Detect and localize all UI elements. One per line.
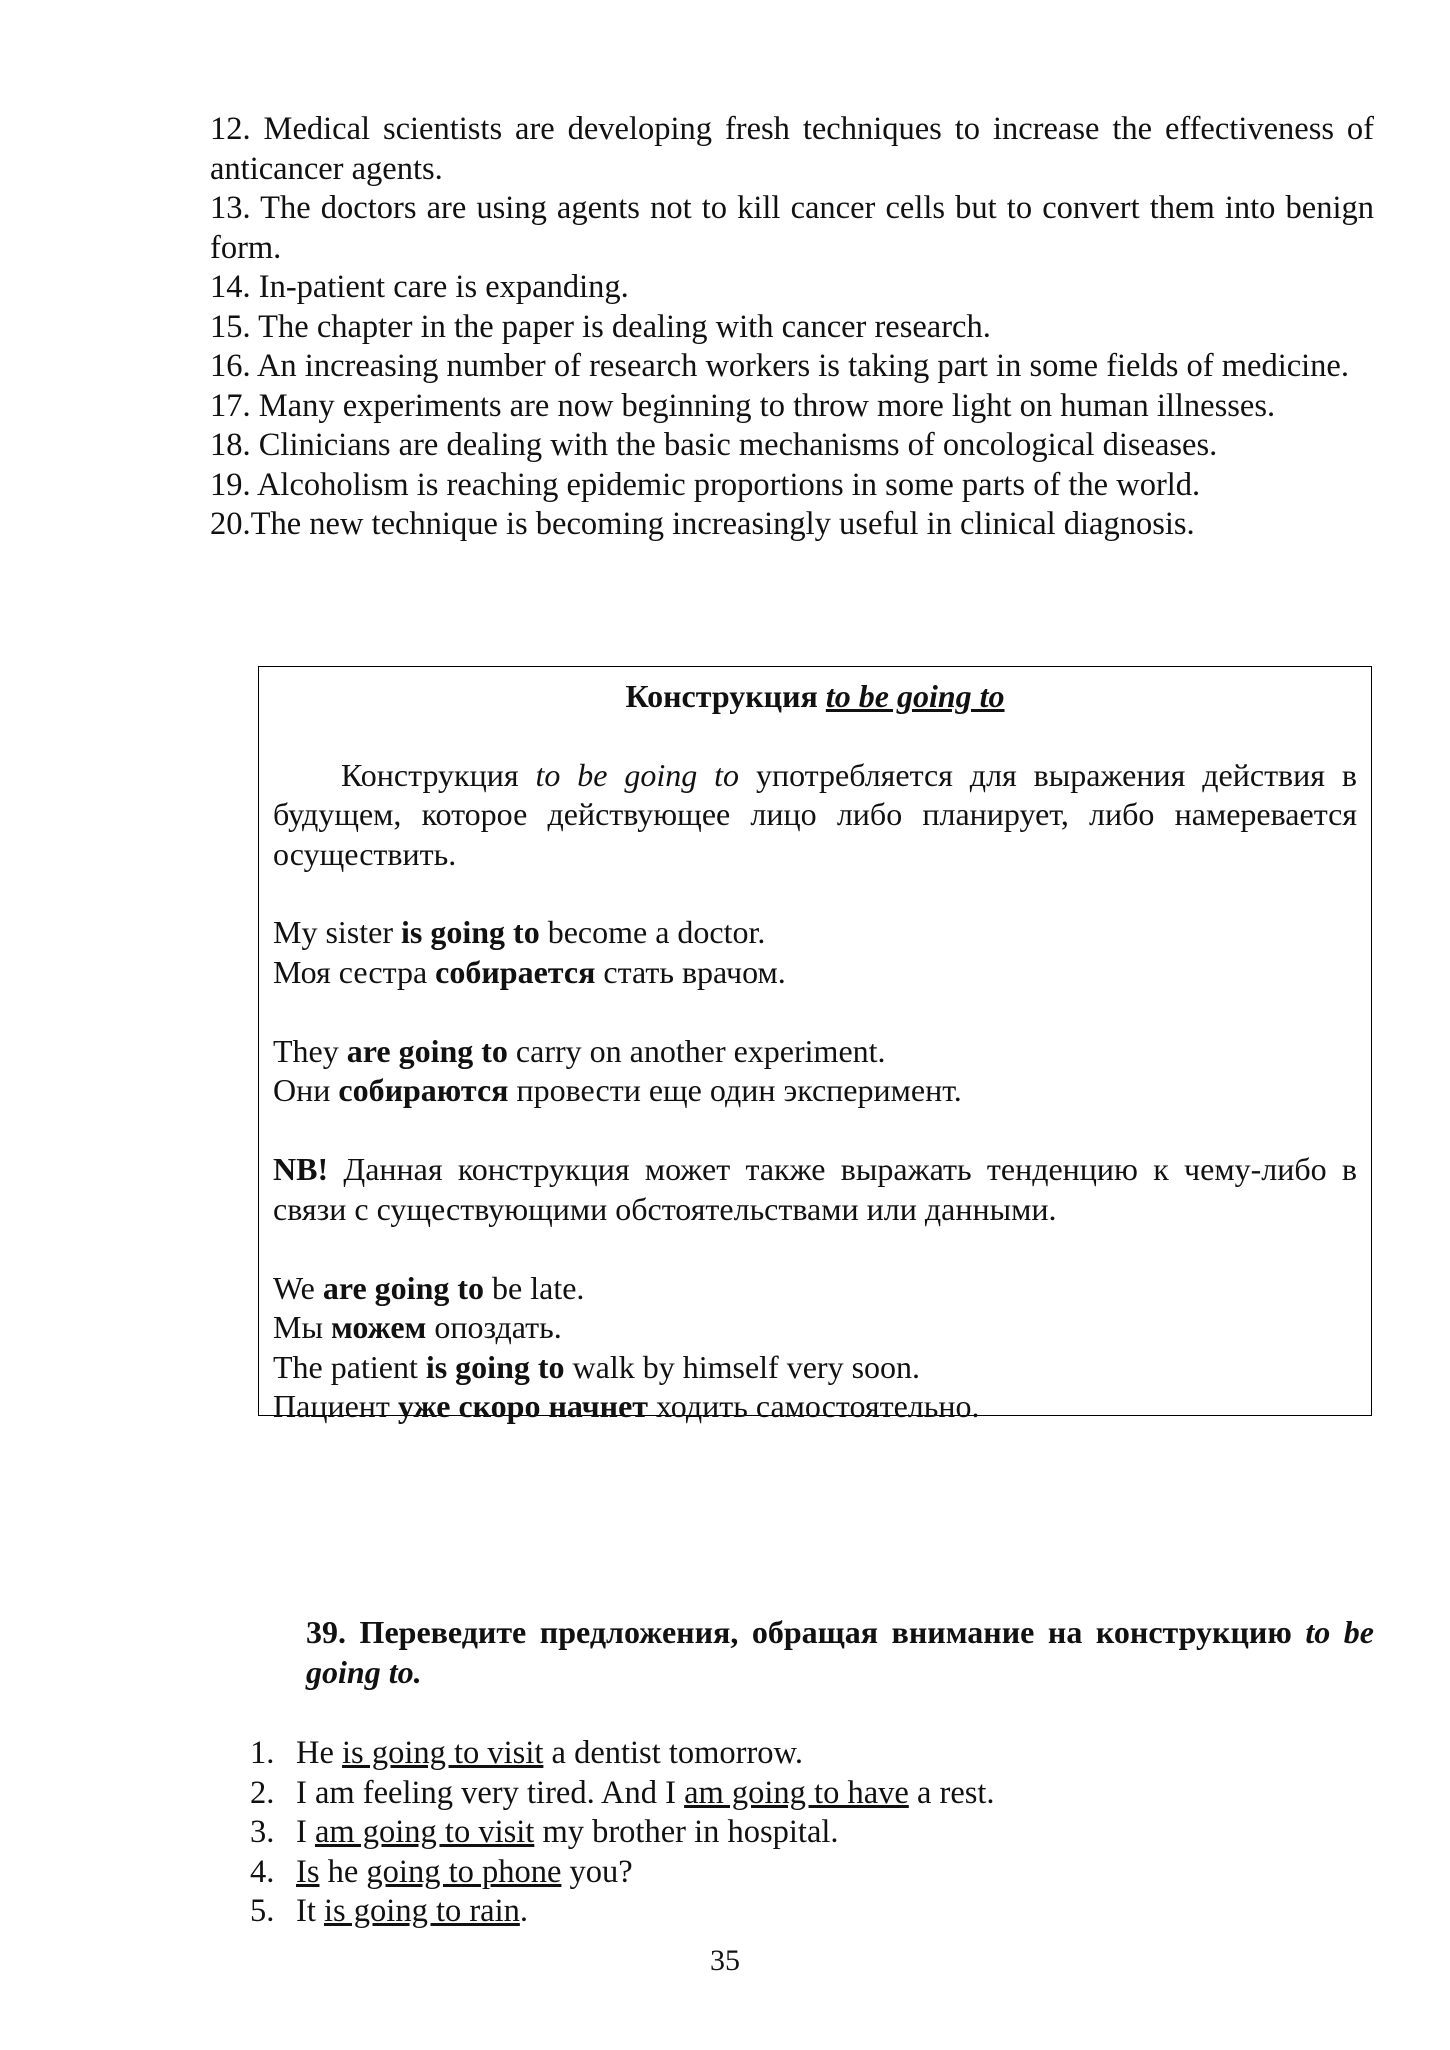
- example-russian: [273, 1387, 1357, 1427]
- underlined-construction: is going to visit: [342, 1735, 544, 1771]
- sentence-item: 19. Alcoholism is reaching epidemic proportions in some parts of the world.: [210, 466, 1201, 503]
- example-emphasis: are going to: [322, 1269, 485, 1306]
- plain-text: I: [296, 1814, 315, 1850]
- example-russian: [273, 1308, 1357, 1348]
- item-number: 1.: [250, 1735, 275, 1771]
- item-text: [296, 1813, 839, 1853]
- plain-text: he: [319, 1853, 367, 1890]
- example-emphasis: are going to: [346, 1032, 508, 1069]
- example-emphasis: is going to: [401, 914, 540, 950]
- example-emphasis: собирается: [435, 953, 596, 990]
- sentence-item: 17. Many experiments are now beginning to throw more light on human illnesses.: [210, 387, 1276, 424]
- nb-text: Данная конструкция может также выражать тенденцию к чему-либо в связи с существующими обстоятельствами или данными.: [273, 1151, 1357, 1227]
- item-text: [296, 1774, 995, 1814]
- item-text: [296, 1853, 633, 1893]
- plain-text: my brother in hospital.: [534, 1814, 839, 1850]
- underlined-construction: going to phone: [366, 1853, 562, 1890]
- nb-note: [273, 1150, 1357, 1229]
- numbered-sentences: [210, 110, 1374, 545]
- example-text: carry on another experiment.: [507, 1032, 886, 1069]
- plain-text: I am feeling very tired. And I: [296, 1774, 685, 1811]
- example-text: They: [273, 1032, 347, 1069]
- example-text: опоздать.: [426, 1309, 562, 1345]
- underlined-construction: am going to have: [684, 1774, 909, 1811]
- example-text: The patient: [273, 1348, 426, 1385]
- example-text: become a doctor.: [539, 914, 766, 950]
- example-emphasis: собираются: [338, 1072, 509, 1108]
- item-text: [296, 1892, 528, 1932]
- item-number: 2.: [250, 1774, 275, 1811]
- page-number: 35: [710, 1944, 740, 1977]
- exercise-heading-main: 39. Переведите предложения, обращая внимание на конструкцию: [306, 1614, 1306, 1650]
- exercise-item: [250, 1774, 1350, 1814]
- exercise-item: [250, 1892, 1350, 1932]
- example-text: Мы: [273, 1309, 331, 1345]
- example-text: walk by himself very soon.: [564, 1348, 921, 1385]
- plain-text: It: [296, 1893, 324, 1929]
- exercise-heading: [306, 1612, 1374, 1692]
- sentence-item: 18. Clinicians are dealing with the basic mechanisms of oncological diseases.: [210, 427, 1218, 463]
- underlined-construction: am going to visit: [314, 1814, 535, 1850]
- item-text: [296, 1734, 803, 1774]
- exercise-heading-term: to be going to.: [306, 1614, 1375, 1690]
- sentence-item: 20.The new technique is becoming increasingly useful in clinical diagnosis.: [210, 506, 1195, 542]
- example-text: Моя сестра: [273, 953, 436, 990]
- example-english: [273, 1269, 1357, 1309]
- example-text: My sister: [273, 914, 401, 950]
- item-number: 3.: [250, 1814, 275, 1850]
- example-text: ходить самостоятельно.: [648, 1388, 980, 1424]
- sentence-item: 13. The doctors are using agents not to kill cancer cells but to convert them into benign form.: [210, 190, 1374, 266]
- rule-title-term: to be going to: [825, 678, 1005, 714]
- grammar-rule-box: [258, 666, 1372, 1424]
- example-emphasis: is going to: [425, 1348, 565, 1385]
- rule-title-prefix: Конструкция: [625, 678, 826, 714]
- underlined-construction: Is: [296, 1853, 320, 1890]
- example-emphasis: можем: [330, 1309, 427, 1345]
- exercise-list: [250, 1734, 1350, 1932]
- underlined-construction: is going to rain: [323, 1893, 520, 1929]
- example-russian: [273, 953, 1357, 993]
- item-number: 5.: [250, 1893, 275, 1929]
- plain-text: you?: [561, 1853, 633, 1890]
- example-english: [273, 1032, 1357, 1072]
- plain-text: He: [296, 1735, 343, 1771]
- rule-title: [273, 677, 1357, 717]
- example-english: [273, 913, 1357, 953]
- rule-explanation-term: to be going to: [535, 756, 740, 793]
- example-text: провести еще один эксперимент.: [508, 1072, 962, 1108]
- example-text: Пациент: [273, 1388, 398, 1424]
- exercise-item: [250, 1734, 1350, 1774]
- example-text: We: [273, 1269, 323, 1306]
- nb-label: NB!: [273, 1151, 329, 1187]
- sentence-item: 14. In-patient care is expanding.: [210, 269, 629, 305]
- plain-text: .: [519, 1893, 528, 1929]
- plain-text: a rest.: [908, 1774, 995, 1811]
- example-text: Они: [273, 1072, 339, 1108]
- sentence-item: 16. An increasing number of research workers is taking part in some fields of medicine.: [210, 348, 1349, 384]
- example-english: [273, 1348, 1357, 1388]
- example-text: be late.: [484, 1269, 585, 1306]
- rule-explanation-end: употребляется для выражения действия в будущем, которое действующее лицо либо планирует, либо намеревается осуществить.: [273, 756, 1358, 872]
- rule-explanation: [273, 756, 1357, 875]
- sentence-item: 15. The chapter in the paper is dealing with cancer research.: [210, 308, 991, 345]
- example-text: стать врачом.: [595, 953, 786, 990]
- plain-text: a dentist tomorrow.: [543, 1735, 804, 1771]
- item-number: 4.: [250, 1853, 275, 1890]
- example-russian: [273, 1071, 1357, 1111]
- exercise-item: [250, 1853, 1350, 1893]
- example-emphasis: уже скоро начнет: [397, 1388, 649, 1424]
- exercise-item: [250, 1813, 1350, 1853]
- sentence-item: 12. Medical scientists are developing fresh techniques to increase the effectiveness of anticancer agents.: [210, 111, 1374, 187]
- rule-explanation-start: Конструкция: [341, 756, 536, 793]
